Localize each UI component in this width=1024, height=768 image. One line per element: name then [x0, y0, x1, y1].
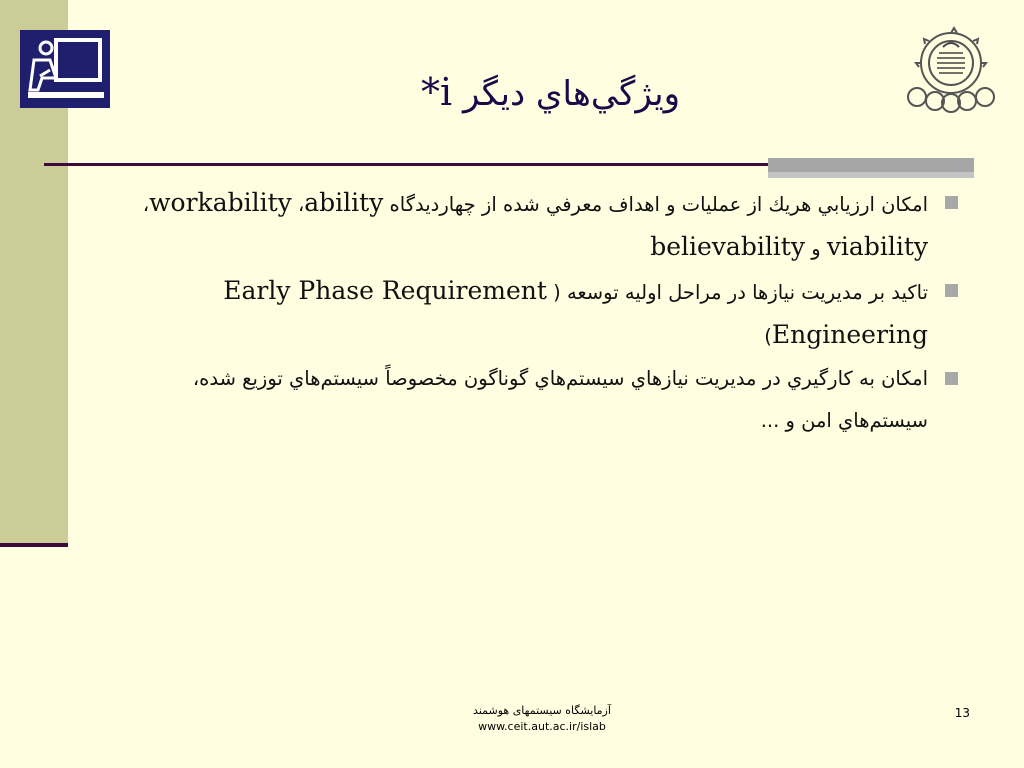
bullet-text: ) [764, 325, 772, 348]
bullet-separator: ، [297, 193, 305, 216]
square-bullet-icon [945, 284, 958, 297]
bullet-text: امكان به كارگيري در مديريت نيازهاي سيستم‌هاي گوناگون مخصوصاً سيستم‌هاي توزيع شده، سيستم‌هاي امن و ... [192, 367, 928, 432]
bullet-text: تاكيد بر مديريت نيازها در مراحل اوليه توسعه ( [553, 281, 928, 304]
footer-url: www.ceit.aut.ac.ir/islab [478, 720, 606, 733]
footer [442, 703, 642, 735]
bullet-separator: و [811, 237, 821, 260]
bullet-term: Engineering [771, 320, 928, 349]
bullet-text: امكان ارزيابي هريك از عمليات و اهداف معرفي شده از چهارديدگاه [389, 193, 928, 216]
islab-logo-icon [20, 30, 110, 108]
left-band-rule [0, 543, 68, 547]
title-accent-block-lower [768, 172, 974, 178]
bullet-list [110, 182, 962, 442]
bullet-item [110, 182, 962, 270]
bullet-term: believability [650, 232, 805, 261]
footer-lab-name: آزمایشگاه سیستمهای هوشمند [473, 704, 611, 717]
bullet-term: ability [304, 188, 384, 217]
page-number: 13 [954, 706, 970, 720]
bullet-term: Early Phase Requirement [223, 276, 547, 305]
bullet-item [110, 358, 962, 442]
university-emblem-icon [903, 25, 999, 115]
bullet-separator: ، [142, 193, 150, 216]
square-bullet-icon [945, 372, 958, 385]
title-persian: ويژگي‌هاي ديگر [462, 74, 680, 114]
slide-title [150, 62, 680, 122]
bullet-term: viability [826, 232, 928, 261]
square-bullet-icon [945, 196, 958, 209]
bullet-term: workability [149, 188, 292, 217]
title-latin: i* [421, 70, 453, 114]
bullet-item [110, 270, 962, 358]
